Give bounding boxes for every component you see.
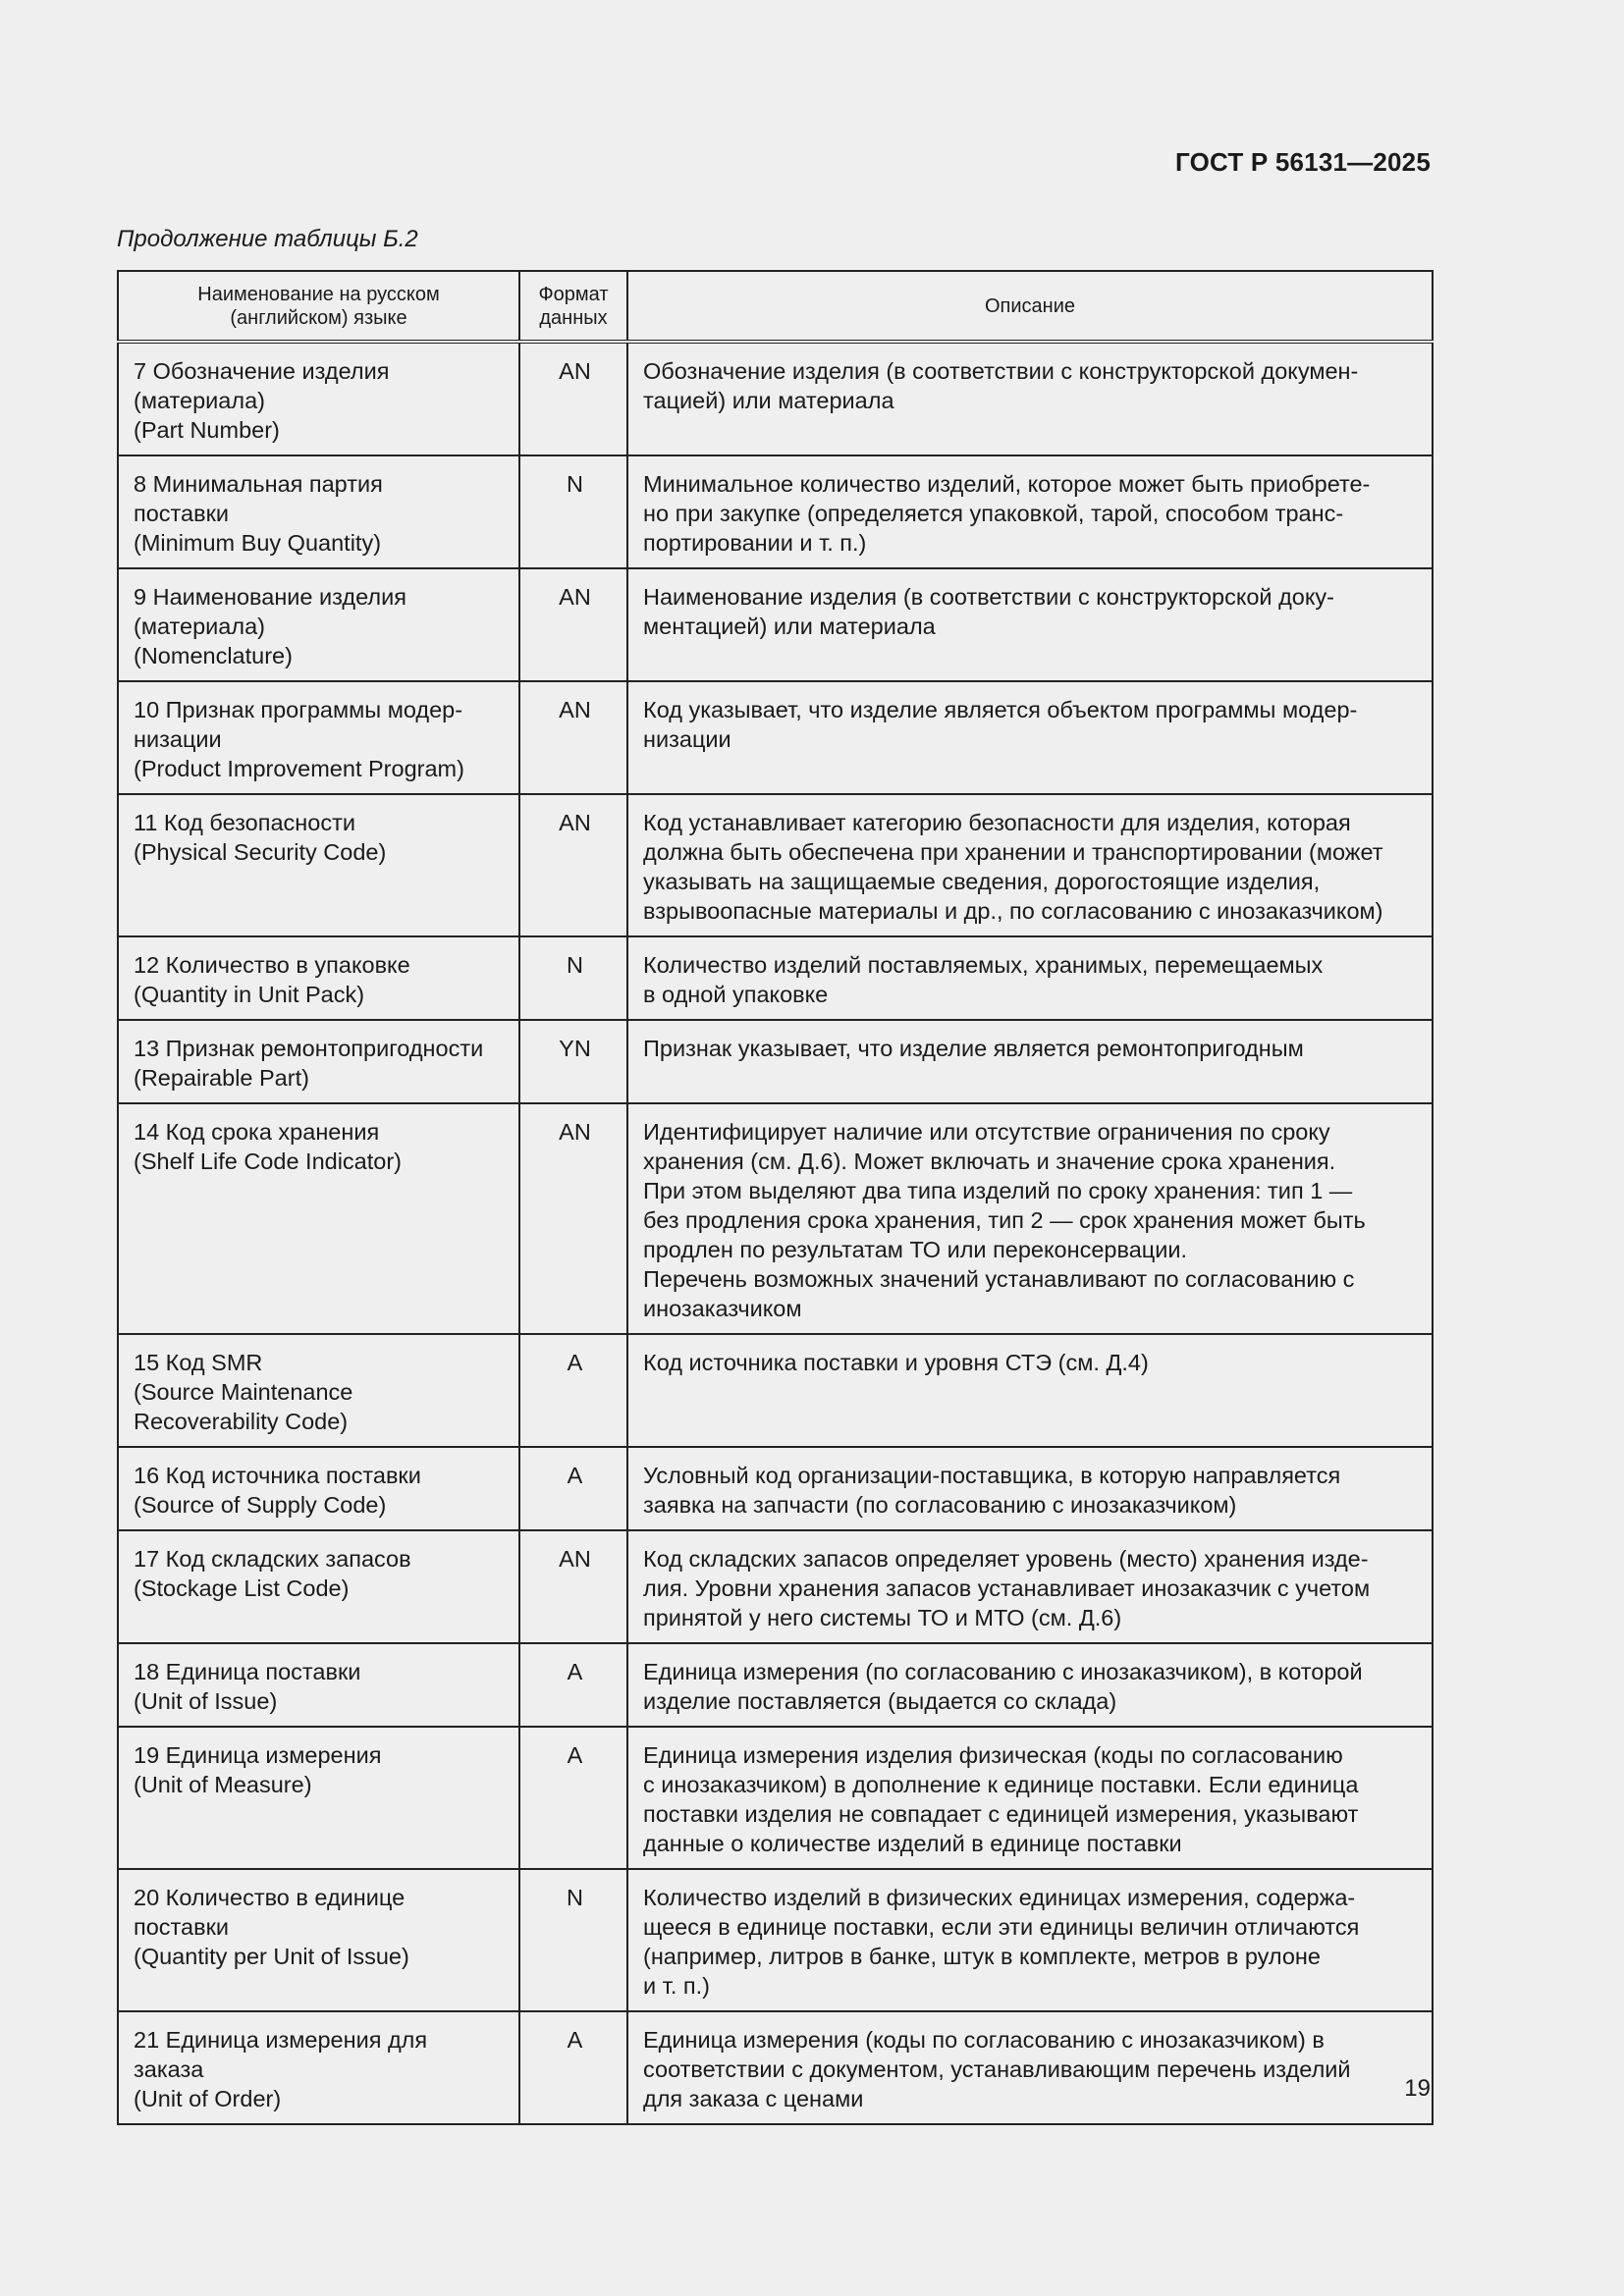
cell-format: A [519, 1727, 627, 1869]
cell-description [627, 1869, 1433, 2011]
cell-name-line: поставки [134, 1914, 230, 1940]
cell-name-line: 8 Минимальная партия [134, 471, 383, 497]
cell-description [627, 342, 1433, 455]
cell-description [627, 681, 1433, 794]
header-description [627, 271, 1433, 342]
cell-name-line: (Product Improvement Program) [134, 756, 464, 781]
cell-description-line: принятой у него системы ТО и МТО (см. Д.6) [643, 1605, 1122, 1630]
cell-description [627, 568, 1433, 681]
cell-name [118, 936, 519, 1020]
cell-name-line: 9 Наименование изделия [134, 584, 406, 610]
cell-description [627, 1020, 1433, 1103]
cell-description-line: с инозаказчиком) в дополнение к единице поставки. Если единица [643, 1772, 1359, 1797]
cell-description-line: хранения (см. Д.6). Может включать и значение срока хранения. [643, 1148, 1336, 1174]
cell-description-line: (например, литров в банке, штук в комплекте, метров в рулоне [643, 1944, 1321, 1969]
cell-description [627, 455, 1433, 568]
cell-format: A [519, 1334, 627, 1447]
table-row [118, 1103, 1433, 1334]
cell-description-line: Признак указывает, что изделие является ремонтопригодным [643, 1036, 1304, 1061]
cell-description-line: ментацией) или материала [643, 614, 936, 639]
cell-description-line: Обозначение изделия (в соответствии с конструкторской докумен- [643, 358, 1359, 384]
cell-name-line: (Source Maintenance [134, 1379, 353, 1405]
cell-description-line: низации [643, 726, 731, 752]
cell-format: A [519, 1447, 627, 1530]
cell-name-line: (Unit of Order) [134, 2086, 282, 2111]
table-row [118, 1334, 1433, 1447]
cell-name [118, 1869, 519, 2011]
cell-description-line: Единица измерения изделия физическая (коды по согласованию [643, 1742, 1343, 1768]
cell-format: N [519, 455, 627, 568]
cell-description-line: в одной упаковке [643, 982, 829, 1007]
cell-description-line: Единица измерения (коды по согласованию с инозаказчиком) в [643, 2027, 1325, 2053]
cell-format: AN [519, 794, 627, 936]
cell-description-line: заявка на запчасти (по согласованию с инозаказчиком) [643, 1492, 1237, 1518]
cell-description-line: портировании и т. п.) [643, 530, 867, 556]
cell-name-line: 20 Количество в единице [134, 1885, 406, 1910]
cell-description [627, 936, 1433, 1020]
cell-format: N [519, 1869, 627, 2011]
table-row [118, 455, 1433, 568]
table-row [118, 1530, 1433, 1643]
cell-description-line: и т. п.) [643, 1973, 710, 1999]
cell-description-line: Единица измерения (по согласованию с инозаказчиком), в которой [643, 1659, 1363, 1684]
cell-name-line: 18 Единица поставки [134, 1659, 361, 1684]
cell-name [118, 1727, 519, 1869]
table-caption: Продолжение таблицы Б.2 [117, 226, 418, 252]
cell-name-line: заказа [134, 2056, 204, 2082]
cell-name-line: (Shelf Life Code Indicator) [134, 1148, 403, 1174]
cell-description-line: без продления срока хранения, тип 2 — срок хранения может быть [643, 1207, 1366, 1233]
cell-format: AN [519, 1530, 627, 1643]
spec-table [117, 270, 1434, 2125]
header-name [118, 271, 519, 342]
cell-description-line: продлен по результатам ТО или переконсервации. [643, 1237, 1188, 1262]
page-number: 19 [1404, 2075, 1431, 2102]
header-format-line: данных [539, 306, 608, 329]
cell-description [627, 1334, 1433, 1447]
cell-description [627, 1727, 1433, 1869]
cell-name-line: низации [134, 726, 222, 752]
cell-name-line: (Quantity in Unit Pack) [134, 982, 365, 1007]
table-row [118, 1020, 1433, 1103]
cell-name-line: (Unit of Issue) [134, 1688, 278, 1714]
cell-description-line: данные о количестве изделий в единице поставки [643, 1831, 1182, 1856]
table-header-row [118, 271, 1433, 342]
cell-name [118, 342, 519, 455]
cell-description-line: инозаказчиком [643, 1296, 802, 1321]
cell-description-line: Код складских запасов определяет уровень (место) хранения изде- [643, 1546, 1369, 1572]
cell-description-line: Код источника поставки и уровня СТЭ (см. Д.4) [643, 1350, 1149, 1375]
cell-format: AN [519, 681, 627, 794]
cell-name-line: 15 Код SMR [134, 1350, 263, 1375]
table-row [118, 681, 1433, 794]
cell-name [118, 1643, 519, 1727]
header-format-line: Формат [538, 283, 609, 305]
table-row [118, 1869, 1433, 2011]
cell-name [118, 1103, 519, 1334]
cell-description-line: для заказа с ценами [643, 2086, 864, 2111]
cell-name-line: 12 Количество в упаковке [134, 952, 410, 978]
table-row [118, 2011, 1433, 2124]
cell-name [118, 568, 519, 681]
cell-description-line: Количество изделий в физических единицах измерения, содержа- [643, 1885, 1356, 1910]
cell-name-line: (Unit of Measure) [134, 1772, 312, 1797]
cell-description-line: поставки изделия не совпадает с единицей измерения, указывают [643, 1801, 1359, 1827]
cell-name-line: (материала) [134, 388, 265, 413]
cell-description [627, 1103, 1433, 1334]
cell-name [118, 1447, 519, 1530]
table-row [118, 568, 1433, 681]
cell-name-line: 19 Единица измерения [134, 1742, 382, 1768]
cell-name-line: (Quantity per Unit of Issue) [134, 1944, 409, 1969]
table-row [118, 936, 1433, 1020]
cell-format: A [519, 1643, 627, 1727]
cell-name [118, 2011, 519, 2124]
cell-name [118, 1530, 519, 1643]
header-name-line: Наименование на русском [197, 283, 440, 305]
header-format [519, 271, 627, 342]
cell-name-line: 10 Признак программы модер- [134, 697, 463, 722]
cell-description-line: тацией) или материала [643, 388, 894, 413]
cell-format: N [519, 936, 627, 1020]
header-description-line: Описание [984, 294, 1076, 317]
document-code: ГОСТ Р 56131—2025 [1175, 147, 1431, 177]
cell-name [118, 794, 519, 936]
cell-description [627, 794, 1433, 936]
cell-name-line: 13 Признак ремонтопригодности [134, 1036, 484, 1061]
cell-name [118, 681, 519, 794]
cell-description-line: взрывоопасные материалы и др., по согласованию с инозаказчиком) [643, 898, 1383, 924]
cell-name-line: (Nomenclature) [134, 643, 293, 668]
cell-name-line: 11 Код безопасности [134, 810, 355, 835]
cell-description-line: должна быть обеспечена при хранении и транспортировании (может [643, 839, 1383, 865]
cell-description-line: Код устанавливает категорию безопасности для изделия, которая [643, 810, 1351, 835]
cell-format: AN [519, 568, 627, 681]
cell-format: YN [519, 1020, 627, 1103]
cell-name-line: (Repairable Part) [134, 1065, 309, 1091]
cell-description-line: При этом выделяют два типа изделий по сроку хранения: тип 1 — [643, 1178, 1353, 1203]
cell-description-line: Код указывает, что изделие является объектом программы модер- [643, 697, 1358, 722]
header-name-line: (английском) языке [230, 306, 407, 329]
table-row [118, 794, 1433, 936]
cell-name-line: поставки [134, 501, 230, 526]
cell-name-line: 7 Обозначение изделия [134, 358, 390, 384]
cell-description-line: Минимальное количество изделий, которое может быть приобрете- [643, 471, 1371, 497]
cell-description-line: Количество изделий поставляемых, хранимых, перемещаемых [643, 952, 1324, 978]
cell-description-line: изделие поставляется (выдается со склада) [643, 1688, 1117, 1714]
cell-name [118, 1020, 519, 1103]
cell-description-line: Условный код организации-поставщика, в которую направляется [643, 1463, 1341, 1488]
table-row [118, 1447, 1433, 1530]
cell-description-line: указывать на защищаемые сведения, дорогостоящие изделия, [643, 869, 1321, 894]
cell-name-line: 21 Единица измерения для [134, 2027, 428, 2053]
cell-description-line: щееся в единице поставки, если эти единицы величин отличаются [643, 1914, 1360, 1940]
table-row [118, 1727, 1433, 1869]
cell-format: A [519, 2011, 627, 2124]
cell-description [627, 1643, 1433, 1727]
cell-name-line: (Physical Security Code) [134, 839, 387, 865]
cell-description [627, 1447, 1433, 1530]
cell-description-line: но при закупке (определяется упаковкой, тарой, способом транс- [643, 501, 1344, 526]
cell-name-line: (материала) [134, 614, 265, 639]
table-row [118, 1643, 1433, 1727]
cell-format: AN [519, 1103, 627, 1334]
cell-description-line: Наименование изделия (в соответствии с конструкторской доку- [643, 584, 1334, 610]
cell-description-line: Идентифицирует наличие или отсутствие ограничения по сроку [643, 1119, 1330, 1145]
cell-description [627, 1530, 1433, 1643]
cell-description-line: лия. Уровни хранения запасов устанавливает инозаказчик с учетом [643, 1575, 1371, 1601]
cell-name-line: (Stockage List Code) [134, 1575, 350, 1601]
cell-name-line: 14 Код срока хранения [134, 1119, 380, 1145]
table-row [118, 342, 1433, 455]
cell-name-line: (Minimum Buy Quantity) [134, 530, 382, 556]
cell-description-line: Перечень возможных значений устанавливают по согласованию с [643, 1266, 1355, 1292]
cell-name-line: 16 Код источника поставки [134, 1463, 421, 1488]
cell-name [118, 1334, 519, 1447]
cell-description [627, 2011, 1433, 2124]
cell-name-line: 17 Код складских запасов [134, 1546, 411, 1572]
cell-name [118, 455, 519, 568]
cell-name-line: (Part Number) [134, 417, 280, 443]
cell-format: AN [519, 342, 627, 455]
cell-description-line: соответствии с документом, устанавливающим перечень изделий [643, 2056, 1351, 2082]
cell-name-line: Recoverability Code) [134, 1409, 349, 1434]
cell-name-line: (Source of Supply Code) [134, 1492, 387, 1518]
